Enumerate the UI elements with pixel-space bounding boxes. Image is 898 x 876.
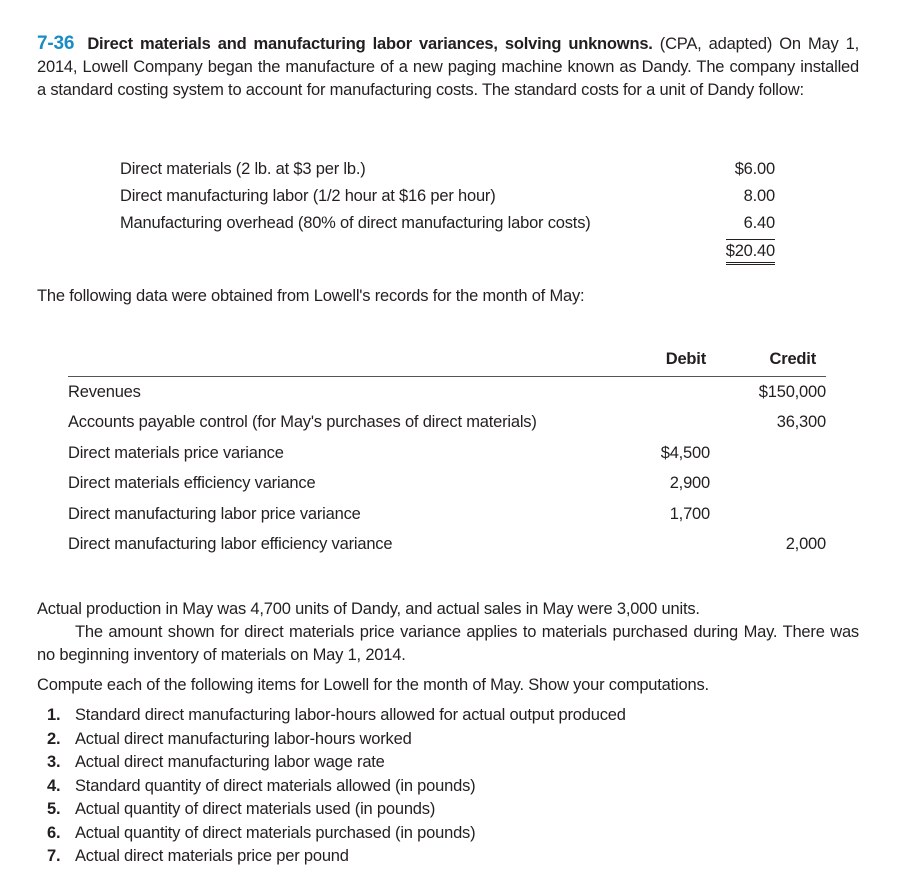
question-number: 5. — [47, 800, 61, 818]
ledger-label: Direct manufacturing labor efficiency variance — [68, 534, 393, 553]
question-number: 4. — [47, 776, 61, 795]
question-item — [47, 798, 626, 822]
question-text: Standard quantity of direct materials allowed (in pounds) — [75, 776, 476, 795]
ledger-debit: 1,700 — [669, 504, 710, 523]
question-text: Actual direct manufacturing labor wage rate — [75, 753, 385, 771]
question-item — [47, 704, 626, 728]
cost-amount: $6.00 — [734, 160, 775, 178]
problem-intro — [37, 32, 859, 102]
standard-costs-table — [120, 156, 775, 264]
records-intro: The following data were obtained from Lowell's records for the month of May: — [37, 287, 585, 305]
problem-title: Direct materials and manufacturing labor variances, solving unknowns. — [87, 35, 653, 53]
cost-label: Manufacturing overhead (80% of direct manufacturing labor costs) — [120, 214, 591, 232]
ledger-label: Revenues — [68, 383, 141, 401]
question-number: 2. — [47, 729, 61, 748]
question-item — [47, 728, 626, 752]
question-text: Actual direct manufacturing labor-hours worked — [75, 729, 412, 748]
ledger-row — [68, 377, 826, 407]
ledger-row — [68, 499, 826, 529]
question-number: 1. — [47, 706, 61, 724]
problem-number: 7-36 — [37, 33, 75, 54]
debit-header: Debit — [665, 350, 706, 368]
question-item — [47, 822, 626, 846]
question-text: Actual quantity of direct materials purchased (in pounds) — [75, 823, 476, 842]
instructions: Compute each of the following items for Lowell for the month of May. Show your computations. — [37, 676, 709, 694]
cost-amount: 8.00 — [743, 187, 775, 205]
standard-cost-row — [120, 183, 775, 210]
ledger-table — [68, 348, 826, 559]
ledger-header — [68, 348, 826, 377]
ledger-debit: $4,500 — [660, 443, 710, 462]
standard-cost-row — [120, 156, 775, 183]
ledger-row — [68, 438, 826, 468]
standard-cost-row — [120, 210, 775, 237]
ledger-row — [68, 468, 826, 498]
ledger-label: Direct materials price variance — [68, 443, 284, 462]
question-text: Actual direct materials price per pound — [75, 847, 349, 865]
ledger-label: Direct materials efficiency variance — [68, 474, 316, 493]
production-paragraph — [37, 598, 859, 667]
cost-amount: 6.40 — [743, 214, 775, 232]
question-text: Actual quantity of direct materials used (in pounds) — [75, 800, 436, 818]
standard-cost-total-row — [120, 237, 775, 264]
question-number: 3. — [47, 753, 61, 771]
standard-total: $20.40 — [726, 239, 775, 265]
ledger-row — [68, 407, 826, 437]
question-number: 6. — [47, 823, 61, 842]
ledger-credit: $150,000 — [758, 383, 826, 401]
cost-label: Direct materials (2 lb. at $3 per lb.) — [120, 160, 366, 178]
ledger-label: Accounts payable control (for May's purchases of direct materials) — [68, 413, 537, 432]
question-item — [47, 845, 626, 869]
question-item — [47, 751, 626, 775]
ledger-credit: 36,300 — [776, 413, 826, 432]
cost-label: Direct manufacturing labor (1/2 hour at $16 per hour) — [120, 187, 496, 205]
problem-intro-text: (CPA, adapted) On May 1, 2014, Lowell Company began the manufacture of a new paging machine known as Dandy. The company installed a standard costing system to account for manufacturing costs. The standard costs for a unit of Dandy follow: — [37, 35, 859, 99]
question-list — [47, 704, 626, 869]
credit-header: Credit — [769, 350, 816, 368]
question-item — [47, 775, 626, 799]
ledger-credit: 2,000 — [785, 534, 826, 553]
ledger-debit: 2,900 — [669, 474, 710, 493]
question-text: Standard direct manufacturing labor-hours allowed for actual output produced — [75, 706, 626, 724]
question-number: 7. — [47, 847, 61, 865]
production-text: Actual production in May was 4,700 units of Dandy, and actual sales in May were 3,000 units. — [37, 600, 700, 618]
ledger-row — [68, 529, 826, 559]
ledger-label: Direct manufacturing labor price variance — [68, 504, 361, 523]
variance-note: The amount shown for direct materials price variance applies to materials purchased during May. There was no beginning inventory of materials on May 1, 2014. — [37, 623, 859, 664]
